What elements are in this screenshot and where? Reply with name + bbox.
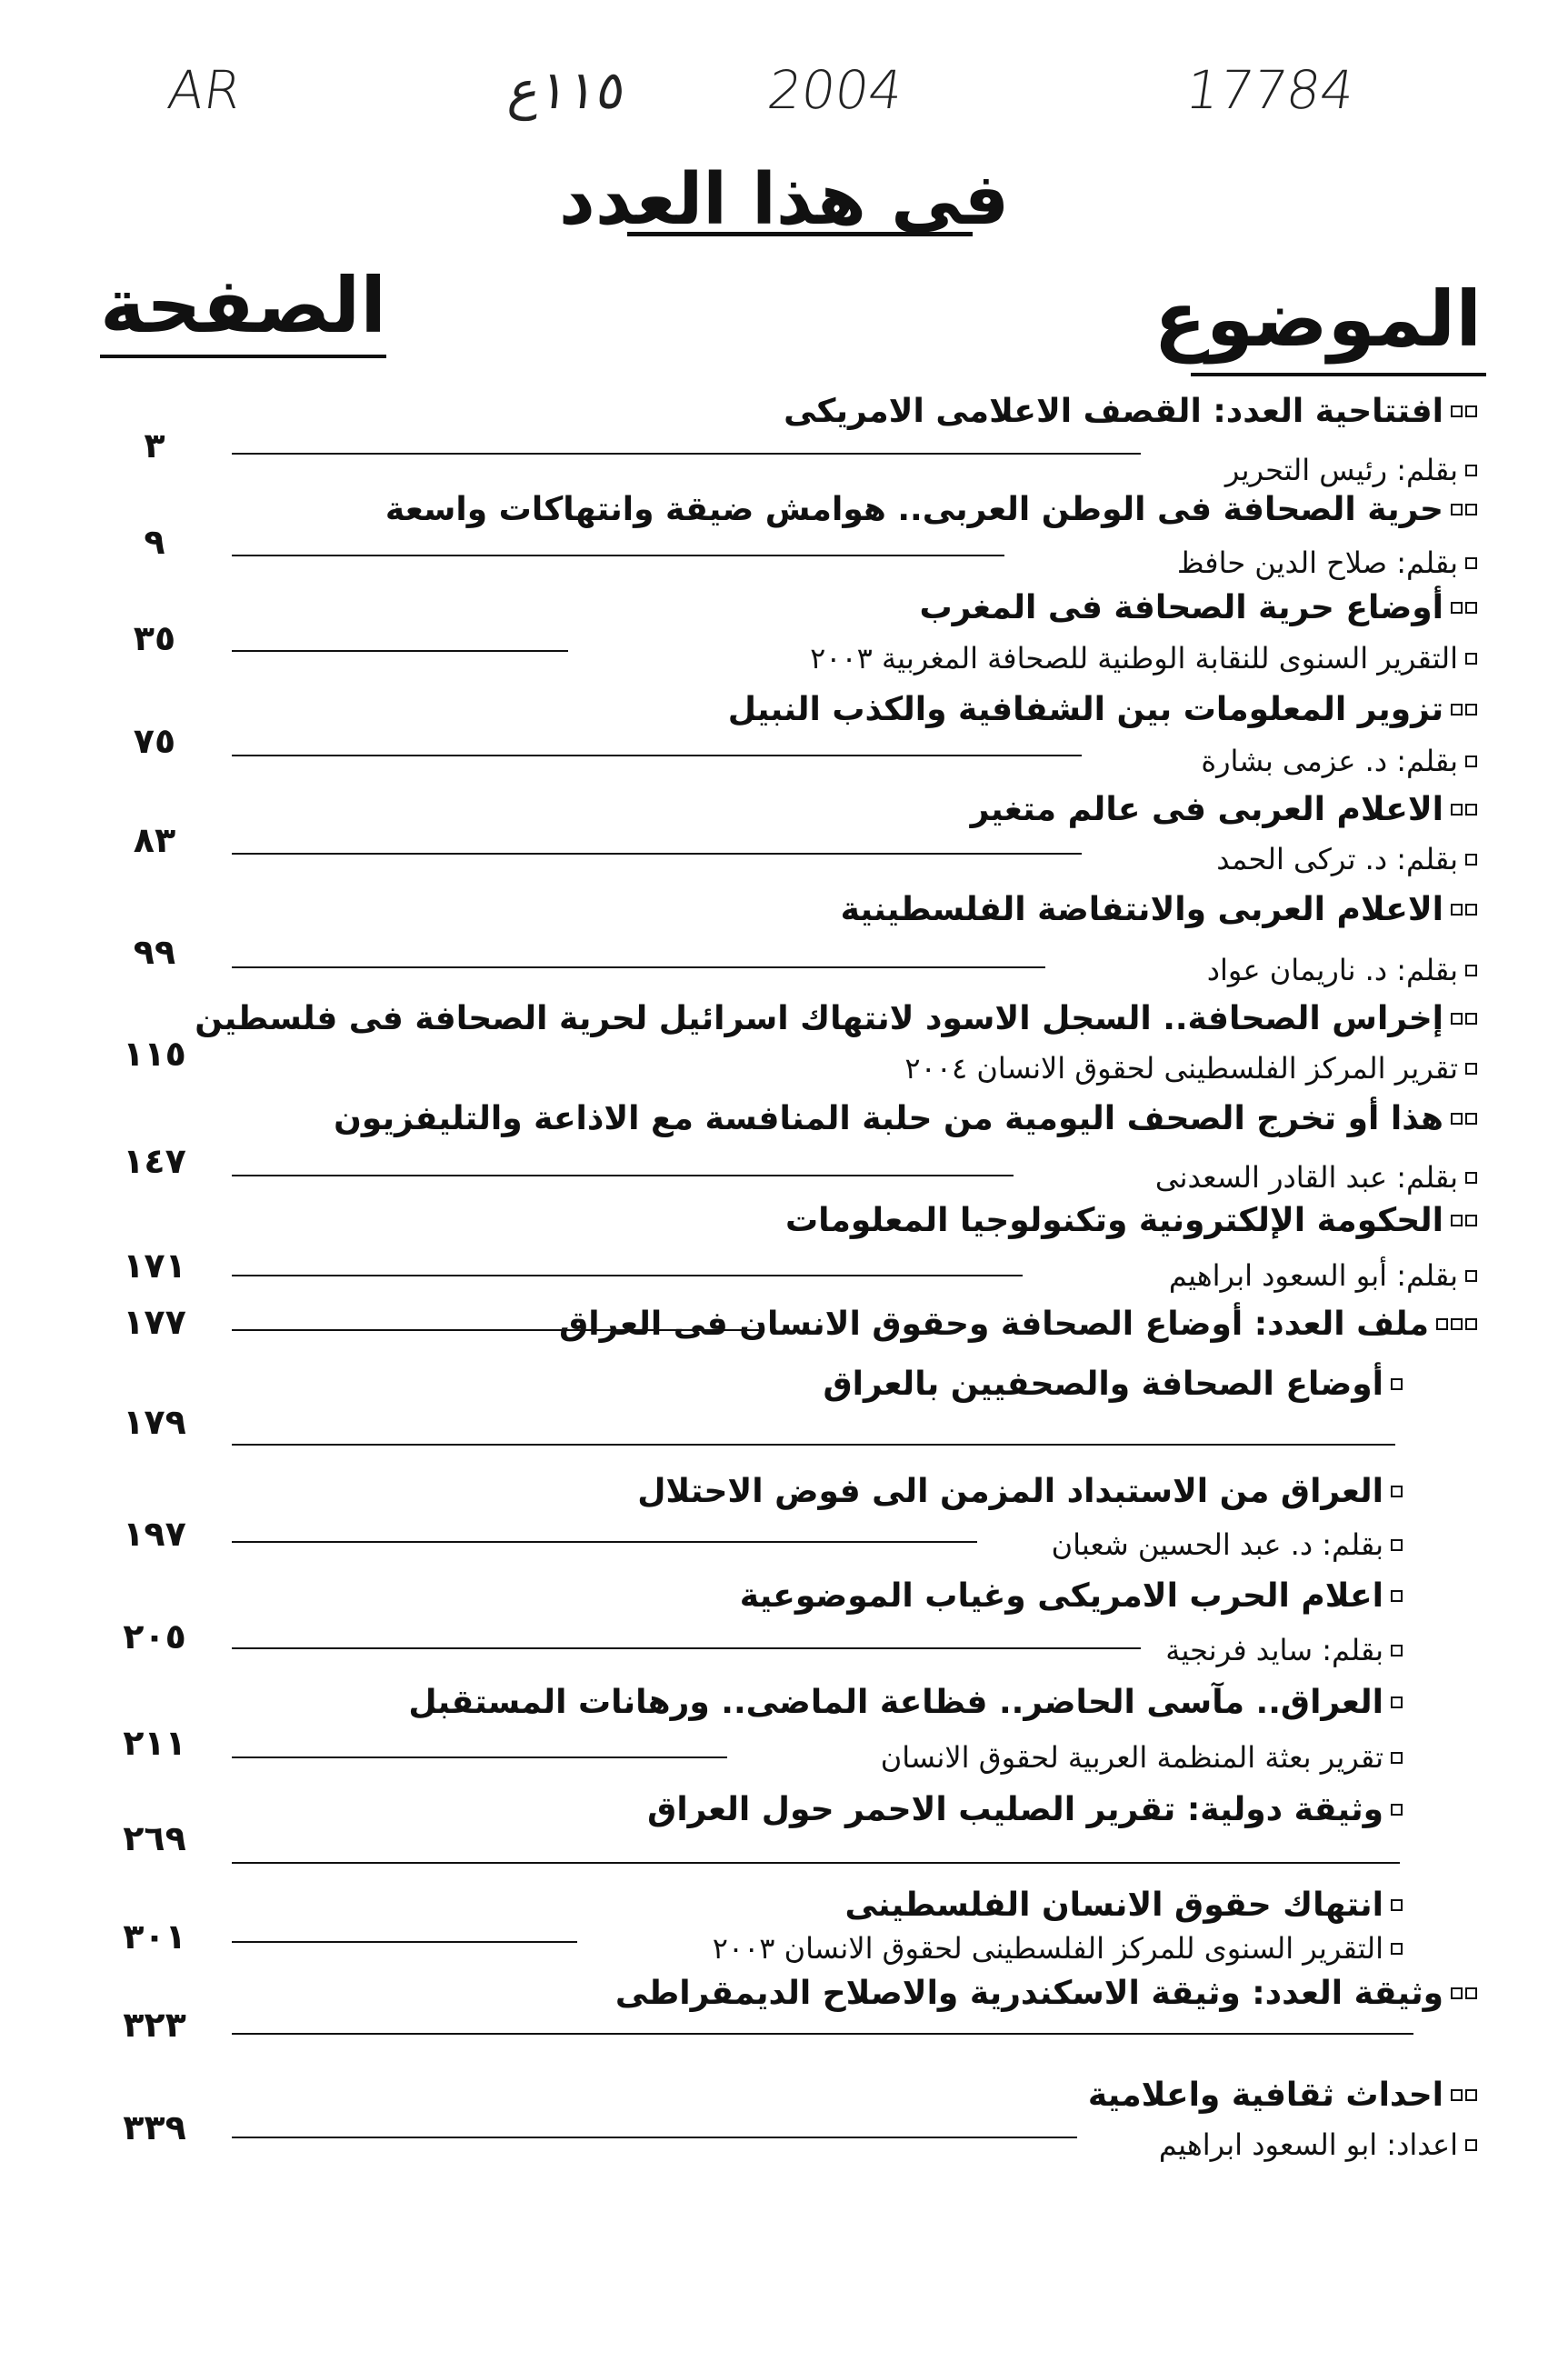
handwritten-note-year: 2004 <box>764 59 907 121</box>
toc-entry-page: ١١٥ <box>123 1034 186 1074</box>
toc-entry-title[interactable] <box>823 1366 1403 1403</box>
toc-entry-title[interactable] <box>637 1473 1403 1510</box>
leader-line <box>232 1275 1023 1276</box>
bullet-icon <box>1465 465 1477 476</box>
entry-author-text: بقلم: د. عبد الحسين شعبان <box>1051 1527 1383 1562</box>
leader-line <box>232 650 568 652</box>
toc-entry-author <box>1216 842 1477 876</box>
bullet-icon <box>1391 1645 1403 1656</box>
bullet-icon <box>1391 1899 1403 1911</box>
bullet-icon <box>1465 1172 1477 1184</box>
leader-line <box>232 2137 1077 2138</box>
entry-title-text: تزوير المعلومات بين الشفافية والكذب النبيل <box>727 691 1443 728</box>
entry-author-text: اعداد: ابو السعود ابراهيم <box>1158 2127 1458 2162</box>
toc-entry-page: ٢٦٩ <box>123 1818 186 1858</box>
toc-entry-title[interactable] <box>385 491 1477 528</box>
toc-entry-title[interactable] <box>919 589 1477 626</box>
leader-line <box>232 555 1004 556</box>
entry-title-text: الاعلام العربى والانتفاضة الفلسطينية <box>840 891 1443 928</box>
toc-entry-author <box>1165 1633 1403 1667</box>
toc-entry-page: ١٧٩ <box>123 1402 186 1442</box>
leader-line <box>232 1647 1141 1649</box>
leader-line <box>232 1941 577 1943</box>
topic-column-heading: الموضوع <box>1154 275 1482 364</box>
bullet-icon <box>1451 1215 1477 1226</box>
bullet-icon <box>1465 1270 1477 1282</box>
toc-entry-author <box>881 1740 1403 1775</box>
bullet-icon <box>1391 1804 1403 1816</box>
toc-entry-author <box>1052 1527 1403 1562</box>
toc-entry-author <box>810 641 1477 676</box>
toc-entry-author <box>1201 744 1477 778</box>
toc-entry-author <box>1207 953 1477 987</box>
entry-title-text: انتهاك حقوق الانسان الفلسطينى <box>844 1887 1383 1924</box>
toc-entry-page: ٩ <box>144 522 165 562</box>
entry-author-text: تقرير بعثة المنظمة العربية لحقوق الانسان <box>880 1740 1383 1775</box>
toc-entry-title[interactable] <box>1088 2077 1477 2114</box>
toc-entry-page: ٣٢٣ <box>123 2005 186 2045</box>
leader-line <box>232 453 1141 455</box>
bullet-icon <box>1451 2089 1477 2101</box>
toc-entry-title[interactable] <box>785 1202 1477 1239</box>
entry-title-text: أوضاع حرية الصحافة فى المغرب <box>919 589 1443 626</box>
leader-line <box>232 853 1082 855</box>
toc-entry-title[interactable] <box>334 1100 1477 1137</box>
page-column-heading: الصفحة <box>100 261 387 350</box>
entry-author-text: بقلم: عبد القادر السعدنى <box>1154 1160 1458 1195</box>
entry-title-text: وثيقة العدد: وثيقة الاسكندرية والاصلاح الديمقراطى <box>614 1975 1443 2012</box>
leader-line <box>232 1862 1400 1864</box>
bullet-icon <box>1391 1539 1403 1551</box>
bullet-icon <box>1391 1378 1403 1390</box>
bullet-icon <box>1465 557 1477 569</box>
bullet-icon <box>1451 704 1477 716</box>
entry-author-text: تقرير المركز الفلسطينى لحقوق الانسان ٢٠٠٤ <box>904 1051 1458 1086</box>
toc-entry-author <box>1225 453 1477 487</box>
toc-entry-title[interactable] <box>971 791 1477 828</box>
toc-entry-page: ٢٠٥ <box>123 1616 186 1656</box>
entry-title-text: العراق من الاستبداد المزمن الى فوض الاحتلال <box>637 1473 1383 1510</box>
toc-entry-page: ١٩٧ <box>123 1514 186 1554</box>
bullet-icon <box>1451 904 1477 916</box>
toc-entry-page: ١٧١ <box>123 1246 186 1286</box>
handwritten-note-number: 17784 <box>1182 59 1359 121</box>
entry-title-text: وثيقة دولية: تقرير الصليب الاحمر حول العراق <box>647 1791 1383 1828</box>
toc-entry-title[interactable] <box>841 891 1477 928</box>
entry-title-text: حرية الصحافة فى الوطن العربى.. هوامش ضيقة وانتهاكات واسعة <box>385 491 1443 528</box>
toc-entry-title[interactable] <box>408 1684 1403 1721</box>
toc-entry-title[interactable] <box>615 1975 1477 2012</box>
bullet-icon <box>1465 965 1477 976</box>
entry-title-text: احداث ثقافية واعلامية <box>1087 2077 1443 2114</box>
bullet-icon <box>1391 1696 1403 1708</box>
handwritten-note-ar: AR <box>164 59 245 121</box>
bullet-icon <box>1465 2139 1477 2151</box>
bullet-icon <box>1451 804 1477 816</box>
toc-entry-title[interactable] <box>647 1791 1403 1828</box>
toc-entry-author <box>1169 1258 1477 1293</box>
entry-author-text: بقلم: سايد فرنجية <box>1165 1633 1383 1667</box>
toc-entry-title[interactable] <box>559 1306 1477 1343</box>
toc-entry-page: ٣٣٩ <box>123 2107 186 2147</box>
entry-title-text: العراق.. مآسى الحاضر.. فظاعة الماضى.. ورهانات المستقبل <box>408 1684 1383 1721</box>
bullet-icon <box>1451 504 1477 515</box>
entry-title-text: ملف العدد: أوضاع الصحافة وحقوق الانسان فى العراق <box>559 1306 1429 1343</box>
page-title: فى هذا العدد <box>558 159 1010 241</box>
bullet-icon <box>1451 1013 1477 1025</box>
bullet-icon <box>1451 1987 1477 1999</box>
bullet-icon <box>1465 653 1477 665</box>
entry-title-text: افتتاحية العدد: القصف الاعلامى الامريكى <box>784 393 1443 430</box>
toc-entry-page: ٣٠١ <box>123 1917 186 1957</box>
bullet-icon <box>1465 1063 1477 1075</box>
bullet-icon <box>1451 1113 1477 1125</box>
entry-author-text: بقلم: رئيس التحرير <box>1224 453 1458 487</box>
toc-entry-title[interactable] <box>740 1577 1403 1615</box>
toc-entry-author <box>1159 2127 1477 2162</box>
bullet-icon <box>1465 854 1477 866</box>
entry-author-text: التقرير السنوى للمركز الفلسطينى لحقوق الانسان ٢٠٠٣ <box>712 1931 1383 1966</box>
leader-line <box>232 2033 1413 2035</box>
entry-author-text: التقرير السنوى للنقابة الوطنية للصحافة المغربية ٢٠٠٣ <box>810 641 1458 676</box>
bullet-icon <box>1436 1318 1477 1330</box>
leader-line <box>232 966 1045 968</box>
bullet-icon <box>1391 1590 1403 1602</box>
entry-author-text: بقلم: د. ناريمان عواد <box>1206 953 1458 987</box>
leader-line <box>232 1756 727 1758</box>
bullet-icon <box>1451 602 1477 614</box>
entry-author-text: بقلم: أبو السعود ابراهيم <box>1168 1258 1458 1293</box>
toc-entry-page: ٣٥ <box>133 618 176 658</box>
topic-heading-underline <box>1191 373 1486 376</box>
toc-entry-title[interactable] <box>844 1887 1403 1924</box>
toc-entry-author <box>904 1051 1477 1086</box>
page-heading-underline <box>100 355 386 358</box>
toc-entry-page: ٣ <box>144 425 165 465</box>
toc-entry-title[interactable] <box>728 691 1477 728</box>
toc-entry-title[interactable] <box>784 393 1477 430</box>
toc-entry-page: ٩٩ <box>133 932 176 972</box>
entry-author-text: بقلم: صلاح الدين حافظ <box>1176 545 1458 580</box>
toc-entry-author <box>713 1931 1403 1966</box>
bullet-icon <box>1451 405 1477 417</box>
bullet-icon <box>1465 756 1477 767</box>
entry-title-text: إخراس الصحافة.. السجل الاسود لانتهاك اسرائيل لحرية الصحافة فى فلسطين <box>195 1000 1443 1037</box>
toc-entry-title[interactable] <box>195 1000 1477 1037</box>
entry-author-text: بقلم: د. عزمى بشارة <box>1201 744 1458 778</box>
bullet-icon <box>1391 1486 1403 1497</box>
leader-line <box>232 1175 1014 1176</box>
toc-entry-page: ٢١١ <box>123 1723 186 1763</box>
entry-title-text: اعلام الحرب الامريكى وغياب الموضوعية <box>739 1577 1383 1615</box>
toc-entry-page: ٧٥ <box>133 721 176 761</box>
entry-title-text: هذا أو تخرج الصحف اليومية من حلبة المنافسة مع الاذاعة والتليفزيون <box>334 1100 1443 1137</box>
handwritten-note-issue: ١١٥ع <box>504 59 630 121</box>
title-underline <box>627 232 973 236</box>
entry-title-text: أوضاع الصحافة والصحفيين بالعراق <box>823 1366 1383 1403</box>
toc-entry-author <box>1177 545 1477 580</box>
toc-entry-page: ١٧٧ <box>123 1302 186 1342</box>
entry-title-text: الحكومة الإلكترونية وتكنولوجيا المعلومات <box>784 1202 1443 1239</box>
bullet-icon <box>1391 1943 1403 1955</box>
leader-line <box>232 755 1082 756</box>
toc-entry-author <box>1155 1160 1477 1195</box>
toc-entry-page: ١٤٧ <box>123 1141 186 1181</box>
entry-author-text: بقلم: د. تركى الحمد <box>1216 842 1458 876</box>
leader-line <box>232 1329 759 1331</box>
toc-entry-page: ٨٣ <box>133 820 176 860</box>
entry-title-text: الاعلام العربى فى عالم متغير <box>970 791 1443 828</box>
bullet-icon <box>1391 1752 1403 1764</box>
leader-line <box>232 1541 977 1543</box>
leader-line <box>232 1444 1395 1446</box>
